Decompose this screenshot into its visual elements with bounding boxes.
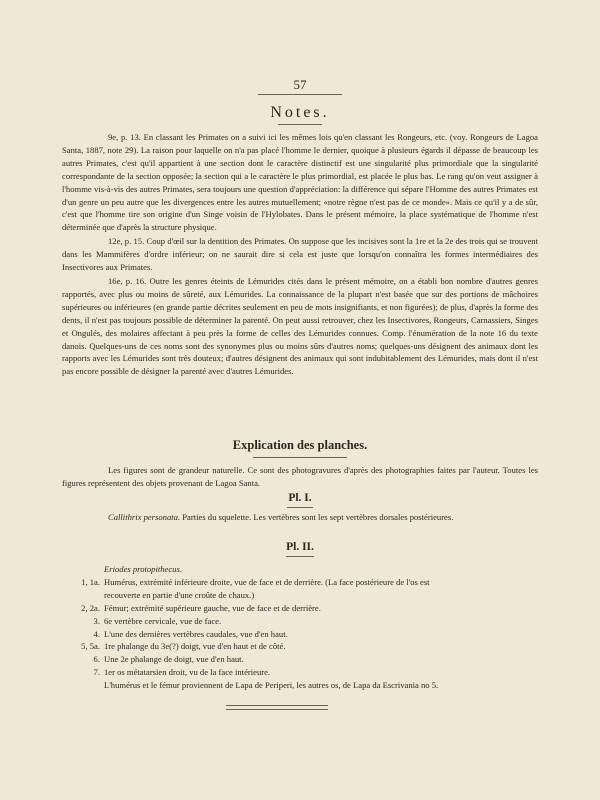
notes-heading: Notes. (270, 104, 330, 121)
plate-2-provenance: L'humérus et le fémur proviennent de Lapa de Periperi, les autres os, de Lapa da Escrivania no 5. (104, 680, 439, 691)
figure-number: 5, 5a. (81, 641, 100, 652)
plate-1-heading: Pl. I. (288, 492, 312, 504)
figure-caption-continuation: recouverte en partie d'une croûte de chaux.) (104, 589, 255, 600)
plate-2-list (62, 563, 538, 692)
figure-number: 6. (93, 654, 100, 665)
explication-intro (62, 464, 538, 490)
note-paragraph: 12e, p. 15. Coup d'œil sur la dentition des Primates. On suppose que les incisives sont la 1re et la 2e des trois qui se trouvent dans les Mammifères d'ordre inférieur; on ne saurait dire si cela est juste que lorsqu'on connaîtra les formes intermédiaires des Insectivores aux Primates. (62, 236, 538, 273)
figure-caption: 1er os métatarsien droit, vu de la face intérieure. (104, 667, 271, 678)
plate-2-species: Eriodes protopithecus. (104, 564, 182, 574)
figure-item (62, 576, 538, 589)
page-number-rule (258, 94, 342, 95)
figure-caption: 1re phalange du 3e(?) doigt, vue d'en haut et de côté. (104, 641, 286, 652)
plate-1-species: Callithrix personata. (108, 512, 181, 522)
figure-number: 1, 1a. (81, 576, 100, 587)
figure-number: 7. (93, 667, 100, 678)
figure-number: 3. (93, 615, 100, 626)
closing-rule (226, 705, 328, 710)
notes-heading-rule (278, 124, 322, 125)
figure-caption: L'une des dernières vertèbres caudales, vue d'en haut. (104, 628, 288, 639)
figure-caption: 6e vertèbre cervicale, vue de face. (104, 615, 222, 626)
explication-heading-rule (253, 457, 347, 458)
figure-caption: Une 2e phalange de doigt, vue d'en haut. (104, 654, 244, 665)
figure-number: 2, 2a. (81, 602, 100, 613)
notes-section (62, 131, 538, 378)
explication-heading: Explication des planches. (232, 438, 368, 452)
figure-item (62, 640, 538, 653)
figure-item (62, 653, 538, 666)
figure-item (62, 602, 538, 615)
figure-caption: Fémur; extrémité supérieure gauche, vue de face et de derrière. (104, 602, 321, 613)
plate-2-heading-rule (286, 556, 314, 557)
plate-1-description (62, 511, 538, 524)
plate-2-heading: Pl. II. (286, 541, 314, 553)
figure-item (62, 666, 538, 679)
plate-1-heading-rule (287, 507, 313, 508)
figure-number: 4. (93, 628, 100, 639)
plate-1-paragraph (62, 511, 538, 524)
plate-1-text: Parties du squelette. Les vertèbres sont les sept vertèbres dorsales postérieures. (182, 512, 454, 522)
note-paragraph: 16e, p. 16. Outre les genres éteints de Lémurides cités dans le présent mémoire, on a établi bon nombre d'autres genres rapportés, avec plus ou moins de sûreté, aux Lémurides. La connaissance de la plupart n'est basée que sur des portions de mâchoires supérieures ou inférieures (en grande partie décrites seulement en peu de mots insignifiants, et non figurées); de plus, d'après la forme des dents, il n'est pas toujours possible de déterminer la parenté. On peut aussi retrouver, chez les Insectivores, Rongeurs, Carnassiers, Singes et Ongulés, des molaires affectant à peu près la forme de celles des Lémurides connues. Comp. l'énumération de la note 16 du texte danois. Quelques-uns de ces noms sont des synonymes plus ou moins sûrs d'autres noms; quelques-uns désignent des animaux dont les rapports avec les Lémurides sont très douteux; d'autres désignent des animaux qui sont indubitablement des Lémurides, mais dont il n'est pas encore possible de désigner la parenté avec d'autres Lémurides. (62, 275, 538, 377)
figure-caption: Humérus, extrémité inférieure droite, vue de face et de derrière. (La face postérieure de l'os est (104, 576, 430, 587)
intro-paragraph: Les figures sont de grandeur naturelle. Ce sont des photogravures d'après des photographies faites par l'auteur. Toutes les figures représentent des objets provenant de Lagoa Santa. (62, 465, 538, 488)
page-number: 57 (293, 77, 307, 92)
figure-item (62, 615, 538, 628)
figure-item (62, 628, 538, 641)
note-paragraph: 9e, p. 13. En classant les Primates on a suivi ici les mêmes lois qu'en classant les Rongeurs, etc. (voy. Rongeurs de Lagoa Santa, 1887, note 29). La raison pour laquelle on n'a pas placé l'homme le dernier, quoique à plusieurs égards il dépasse de beaucoup les autres Primates, c'est qu'il appartient à une section dont le caractère distinctif est une singularité plus primordiale que la singularité correspondante de la section opposée; la section qui a le caractère le plus primordial, est placée le plus bas. Le rang qu'on veut assigner à l'homme vis-à-vis des autres Primates, sera toujours une question d'appréciation: la différence qui sépare l'Homme des autres Primates est d'un genre un peu autre que les divergences entre les autres mutuellement; «notre règne n'est pas de ce monde». Mais ce qu'il y a de sûr, c'est que l'homme tire son origine d'un Singe voisin de l'Hylobates. Dans le présent mémoire, la place systématique de l'homme n'est déterminée que d'après la structure physique. (62, 132, 538, 233)
